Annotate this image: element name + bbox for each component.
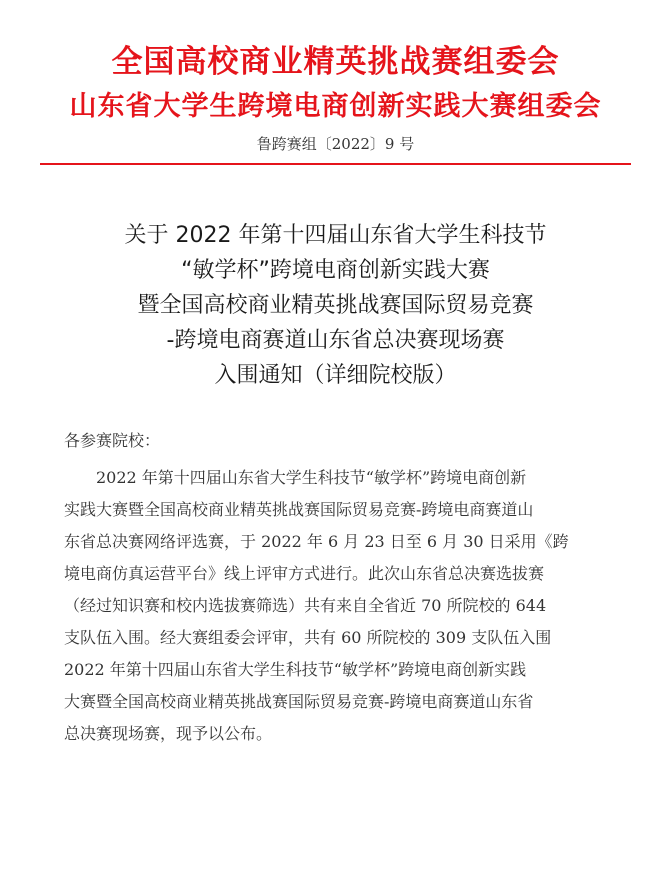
body-line-5: （经过知识赛和校内选拔赛筛选）共有来自全省近 70 所院校的 644 <box>64 596 547 615</box>
subject-line-1: 关于 2022 年第十四届山东省大学生科技节 <box>124 223 547 248</box>
subject-line-5: 入围通知（详细院校版） <box>214 363 457 388</box>
body-line-7: 2022 年第十四届山东省大学生科技节“敏学杯”跨境电商创新实践 <box>64 660 527 679</box>
subject-line-2: “敏学杯”跨境电商创新实践大赛 <box>181 258 490 283</box>
salutation: 各参赛院校： <box>64 431 161 450</box>
body-line-9: 总决赛现场赛，现予以公布。 <box>64 724 273 743</box>
red-header-divider <box>40 163 631 165</box>
organizer-title-2: 山东省大学生跨境电商创新实践大赛组委会 <box>69 91 602 122</box>
body-line-6: 支队伍入围。经大赛组委会评审，共有 60 所院校的 309 支队伍入围 <box>64 628 552 647</box>
body-line-4: 境电商仿真运营平台》线上评审方式进行。此次山东省总决赛选拔赛 <box>64 564 545 583</box>
subject-line-4: -跨境电商赛道山东省总决赛现场赛 <box>166 328 505 353</box>
body-line-8: 大赛暨全国高校商业精英挑战赛国际贸易竞赛-跨境电商赛道山东省 <box>64 692 534 711</box>
subject-line-3: 暨全国高校商业精英挑战赛国际贸易竞赛 <box>137 293 534 318</box>
document-number: 鲁跨赛组〔2022〕9 号 <box>256 135 415 153</box>
organizer-title-1: 全国高校商业精英挑战赛组委会 <box>111 44 560 80</box>
body-line-2: 实践大赛暨全国高校商业精英挑战赛国际贸易竞赛-跨境电商赛道山 <box>64 500 534 519</box>
body-line-1: 2022 年第十四届山东省大学生科技节“敏学杯”跨境电商创新 <box>96 468 527 487</box>
body-line-3: 东省总决赛网络评选赛，于 2022 年 6 月 23 日至 6 月 30 日采用《跨 <box>64 532 569 551</box>
